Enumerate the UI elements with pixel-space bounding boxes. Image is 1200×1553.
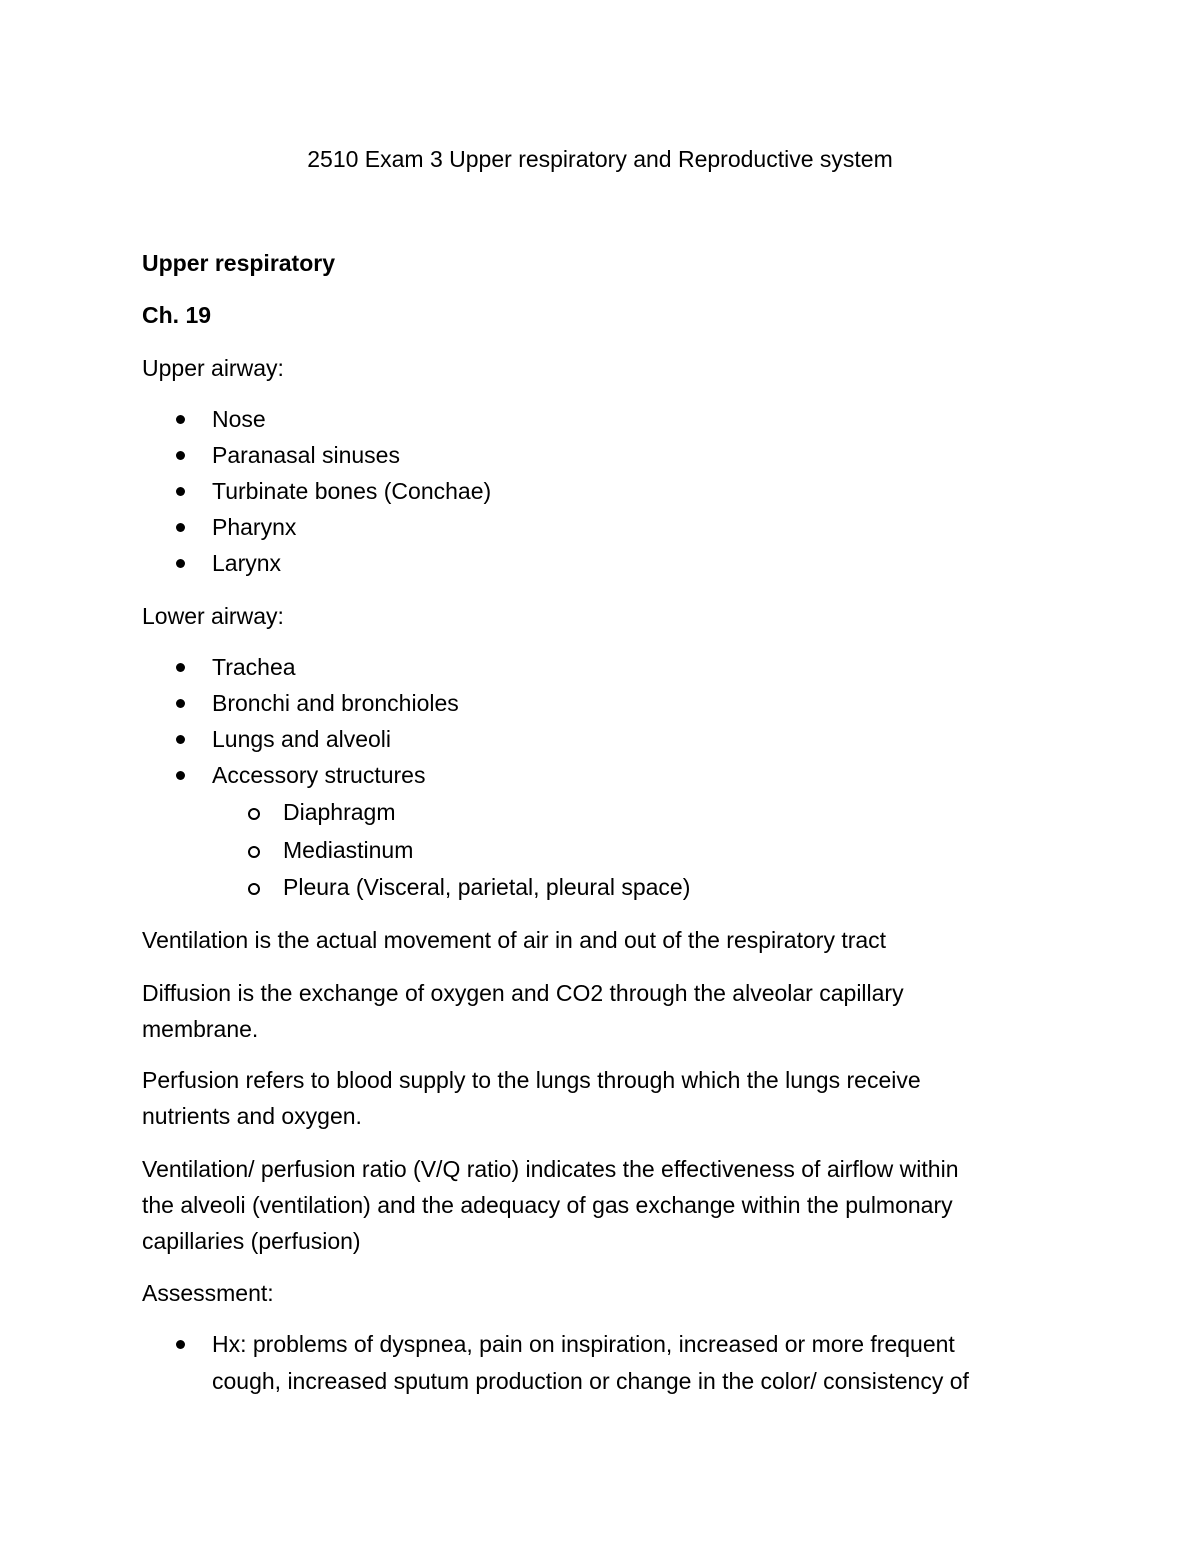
bullet-icon: [176, 663, 185, 672]
section-heading: Upper respiratory: [142, 250, 336, 276]
paragraph-vq-line: the alveoli (ventilation) and the adequacy of gas exchange within the pulmonary: [142, 1192, 953, 1218]
paragraph-ventilation: Ventilation is the actual movement of air in and out of the respiratory tract: [142, 927, 887, 953]
sub-bullet-icon: [248, 883, 260, 895]
bullet-icon: [176, 699, 185, 708]
list-item: Bronchi and bronchioles: [212, 690, 459, 716]
paragraph-vq-line: Ventilation/ perfusion ratio (V/Q ratio) indicates the effectiveness of airflow within: [142, 1156, 959, 1182]
sub-bullet-icon: [248, 808, 260, 820]
list-item-continuation: cough, increased sputum production or change in the color/ consistency of: [212, 1368, 969, 1394]
bullet-icon: [176, 735, 185, 744]
bullet-icon: [176, 487, 185, 496]
list-item: Pharynx: [212, 514, 297, 540]
paragraph-diffusion-line: membrane.: [142, 1016, 259, 1042]
bullet-icon: [176, 1340, 185, 1349]
sub-list-item: Diaphragm: [283, 799, 396, 825]
lower-airway-label: Lower airway:: [142, 603, 284, 629]
list-item: Lungs and alveoli: [212, 726, 392, 752]
paragraph-diffusion-line: Diffusion is the exchange of oxygen and CO2 through the alveolar capillary: [142, 980, 904, 1006]
list-item: Nose: [212, 406, 266, 432]
paragraph-perfusion-line: nutrients and oxygen.: [142, 1103, 362, 1129]
list-item: Hx: problems of dyspnea, pain on inspiration, increased or more frequent: [212, 1331, 955, 1357]
bullet-icon: [176, 415, 185, 424]
paragraph-vq-line: capillaries (perfusion): [142, 1228, 361, 1254]
paragraph-perfusion-line: Perfusion refers to blood supply to the lungs through which the lungs receive: [142, 1067, 921, 1093]
chapter-heading: Ch. 19: [142, 302, 212, 328]
list-item: Paranasal sinuses: [212, 442, 400, 468]
sub-list-item: Mediastinum: [283, 837, 414, 863]
bullet-icon: [176, 771, 185, 780]
list-item: Larynx: [212, 550, 282, 576]
list-item: Accessory structures: [212, 762, 426, 788]
bullet-icon: [176, 523, 185, 532]
bullet-icon: [176, 559, 185, 568]
list-item: Trachea: [212, 654, 296, 680]
bullet-icon: [176, 451, 185, 460]
upper-airway-label: Upper airway:: [142, 355, 284, 381]
sub-bullet-icon: [248, 846, 260, 858]
sub-list-item: Pleura (Visceral, parietal, pleural space): [283, 874, 691, 900]
document-title: 2510 Exam 3 Upper respiratory and Reproductive system: [307, 146, 893, 172]
list-item: Turbinate bones (Conchae): [212, 478, 492, 504]
assessment-label: Assessment:: [142, 1280, 274, 1306]
